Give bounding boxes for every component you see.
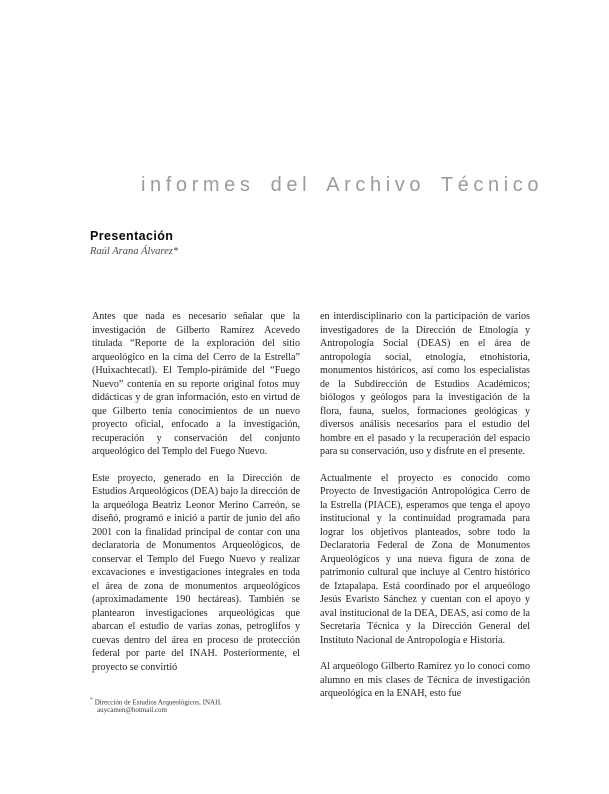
- article-body: [92, 310, 530, 714]
- paragraph: Al arqueólogo Gilberto Ramírez yo lo conocí como alumno en mis clases de Técnica de investigación arqueológica en la ENAH, esto fue: [320, 661, 530, 699]
- footnote: [90, 696, 305, 714]
- footnote-email: auycamen@hotmail.com: [97, 706, 168, 715]
- journal-section-header: informes del Archivo Técnico: [141, 174, 544, 196]
- paragraph: Este proyecto, generado en la Dirección de Estudios Arqueológicos (DEA) bajo la dirección de la arqueóloga Beatriz Leonor Merino Carreón, se diseñó, programó e inició a partir de junio del año 2001 con la finalidad principal de contar con una declaratoria de Monumentos Arqueológicos, de conservar el Templo del Fuego Nuevo y realizar excavaciones e investigaciones integrales en toda el área de zona de monumentos arqueológicos (aproximadamente 190 hectáreas). También se plantearon investigaciones arqueológicas que abarcan el estudio de varias zonas, petroglifos y cuevas dentro del área en proceso de protección federal por parte del INAH. Posteriormente, el proyecto se convirtió: [92, 472, 300, 673]
- footnote-affiliation-text: Dirección de Estudios Arqueológicos, INAH.: [94, 698, 222, 707]
- article-title: Presentación: [90, 229, 174, 243]
- text-column-left: [92, 310, 300, 714]
- paragraph: Antes que nada es necesario señalar que la investigación de Gilberto Ramírez Acevedo titulada “Reporte de la exploración del sitio arqueológico en la cima del Cerro de la Estrella” (Huixachtecatl). El Templo-pirámide del “Fuego Nuevo” contenía en su reporte original fotos muy didácticas y de gran información, esto en virtud de que Gilberto tenía conocimientos de un nuevo proyecto oficial, enfocado a la investigación, recuperación y conservación del conjunto arqueológico del Templo del Fuego Nuevo.: [92, 311, 300, 457]
- paragraph: Actualmente el proyecto es conocido como Proyecto de Investigación Antropológica Cerro de la Estrella (PIACE), esperamos que tenga el apoyo institucional y la continuidad programada para lograr los objetivos planteados, sobre todo la Declaratoria Federal de Zona de Monumentos Arqueológicos y una nueva figura de zona de patrimonio cultural que incluye al Centro histórico de Iztapalapa. Está coordinado por el arqueólogo Jesús Evaristo Sánchez y cuentan con el apoyo y aval institucional de la DEA, DEAS, así como de la Secretaría Técnica y la Dirección General del Instituto Nacional de Antropología e Historia.: [320, 472, 530, 646]
- footnote-marker: *: [90, 697, 93, 703]
- text-column-right: [320, 310, 530, 714]
- paragraph: en interdisciplinario con la participación de varios investigadores de la Dirección de Etnología y Antropología Social (DEAS) en el área de antropología social, etnología, etnohistoria, monumentos históricos, así como los especialistas de la Subdirección de Estudios Académicos; biólogos y geólogos para la investigación de la flora, fauna, suelos, formaciones geológicas y diversos análisis necesarios para el estudio del hombre en el pasado y la recuperación del espacio para su conservación, uso y disfrute en el presente.: [320, 311, 530, 457]
- article-author: Raúl Arana Álvarez*: [90, 246, 179, 257]
- footnote-affiliation: [90, 696, 305, 706]
